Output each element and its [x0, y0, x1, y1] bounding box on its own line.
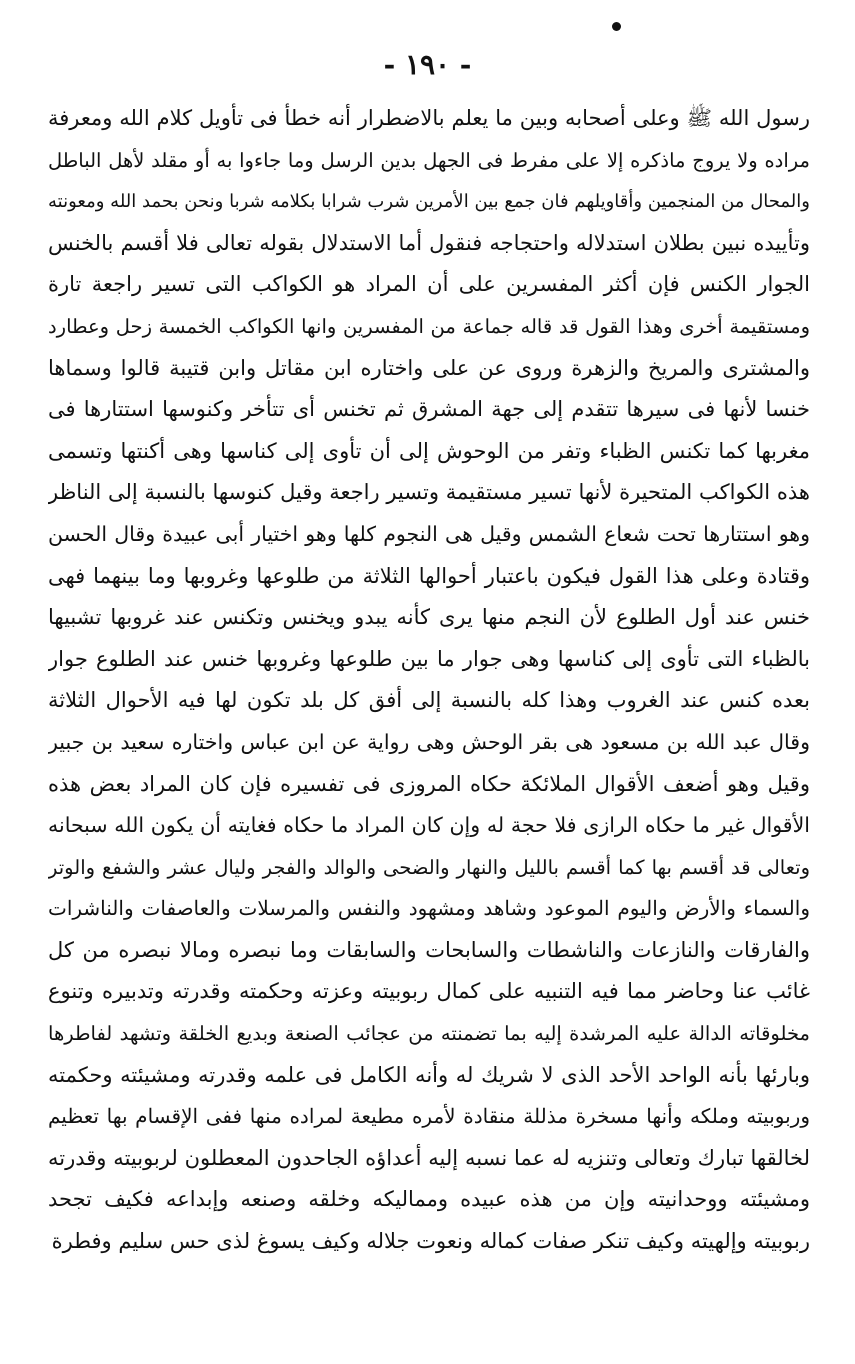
text-line-3: والمحال من المنجمين وأقاويلهم فان جمع بين الأمرين شرب شرابا بكلامه شربا ونحن بحمد الله ومعونته — [48, 191, 810, 213]
text-line-7: والمشترى والمريخ والزهرة وروى عن على واختاره ابن مقاتل وابن قتيبة قالوا وسماها — [48, 355, 810, 380]
text-line-10: هذه الكواكب المتحيرة لأنها تسير مستقيمة وتسير راجعة وقيل كنوسها بالنسبة إلى الناظر — [48, 480, 810, 505]
text-line-24: وبارئها بأنه الواحد الأحد الذى لا شريك له وأنه الكامل فى علمه وقدرته ومشيئته وحكمته — [48, 1062, 810, 1087]
text-line-2: مراده ولا يروج ماذكره إلا على مفرط فى الجهل بدين الرسل وما جاءوا به أو مقلد لأهل الباطل — [48, 148, 810, 172]
text-line-22: غائب عنا وحاضر مما فيه التنبيه على كمال ربوبيته وعزته وحكمته وقدرته وتدبيره وتنوع — [48, 979, 810, 1004]
text-line-4: وتأييده نبين بطلان استدلاله واحتجاجه فنقول أما الاستدلال بقوله تعالى فلا أقسم بالخنس — [48, 230, 810, 255]
text-line-6: ومستقيمة أخرى وهذا القول قد قاله جماعة من المفسرين وانها الكواكب الخمسة زحل وعطارد — [48, 314, 810, 338]
text-line-11: وهو استتارها تحت شعاع الشمس وقيل هى النجوم كلها وهو اختيار أبى عبيدة وقال الحسن — [48, 521, 810, 546]
text-line-19: وتعالى قد أقسم بها كما أقسم بالليل والنهار والضحى والوالد والفجر وليال عشر والشفع والوتر — [48, 855, 810, 879]
text-line-5: الجوار الكنس فإن أكثر المفسرين على أن المراد هو الكواكب التى تسير راجعة تارة — [48, 272, 810, 297]
text-line-17: وقيل وهو أضعف الأقوال الملائكة حكاه المروزى فى تفسيره فإن كان المراد بعض هذه — [48, 771, 810, 796]
body-text — [48, 98, 810, 1263]
text-line-26: لخالقها تبارك وتعالى وتنزيه له عما نسبه إليه أعداؤه الجاحدون المعطلون لربوبيته وقدرته — [48, 1145, 810, 1170]
text-line-23: مخلوقاته الدالة عليه المرشدة إليه بما تضمنته من عجائب الصنعة وبديع الخلقة وتشهد لفاطرها — [48, 1022, 810, 1046]
text-line-14: بالظباء التى تأوى إلى كناسها وهى جوار ما بين طلوعها وغروبها خنس عند الطلوع جوار — [48, 646, 810, 671]
page-number: - ١٩٠ - — [383, 48, 472, 81]
text-line-15: بعده كنس عند الغروب وهذا كله بالنسبة إلى أفق كل بلد تكون لها فيه الأحوال الثلاثة — [48, 688, 810, 713]
ink-dot — [612, 22, 621, 31]
text-line-20: والسماء والأرض واليوم الموعود وشاهد ومشهود والنفس والمرسلات والعاصفات والناشرات — [48, 896, 810, 921]
text-line-12: وقتادة وعلى هذا القول فيكون باعتبار أحوالها الثلاثة من طلوعها وغروبها وما بينهما فهى — [48, 563, 810, 588]
text-line-25: وربوبيته وملكه وأنها مسخرة مذللة منقادة لأمره مطيعة لمراده منها ففى الإقسام بها تعظيم — [48, 1104, 810, 1129]
text-line-8: خنسا لأنها فى سيرها تتقدم إلى جهة المشرق ثم تخنس أى تتأخر وكنوسها استتارها فى — [48, 397, 810, 422]
text-line-18: الأقوال غير ما حكاه الرازى فلا حجة له وإن كان المراد ما حكاه فغايته أن يكون الله سبحانه — [48, 813, 810, 838]
text-line-21: والفارقات والنازعات والناشطات والسابحات والسابقات وما نبصره ومالا نبصره من كل — [48, 937, 810, 962]
text-line-9: مغربها كما تكنس الظباء وتفر من الوحوش إلى أن تأوى إلى كناسها وهى أكنتها وتسمى — [48, 438, 810, 463]
text-line-13: خنس عند أول الطلوع لأن النجم منها يرى كأنه يبدو ويخنس وتكنس عند غروبها تشبيها — [48, 605, 810, 630]
text-line-27: ومشيئته ووحدانيته وإن من هذه عبيده ومماليكه وخلقه وصنعه وإبداعه فكيف تجحد — [48, 1187, 810, 1212]
text-line-1: رسول الله ﷺ وعلى أصحابه وبين ما يعلم بالاضطرار أنه خطأ فى تأويل كلام الله ومعرفة — [48, 106, 810, 130]
text-line-28: ربوبيته وإلهيته وكيف تنكر صفات كماله ونعوت جلاله وكيف يسوغ لذى حس سليم وفطرة — [51, 1229, 810, 1254]
text-line-16: وقال عبد الله بن مسعود هى بقر الوحش وهى رواية عن ابن عباس واختاره سعيد بن جبير — [48, 729, 810, 754]
